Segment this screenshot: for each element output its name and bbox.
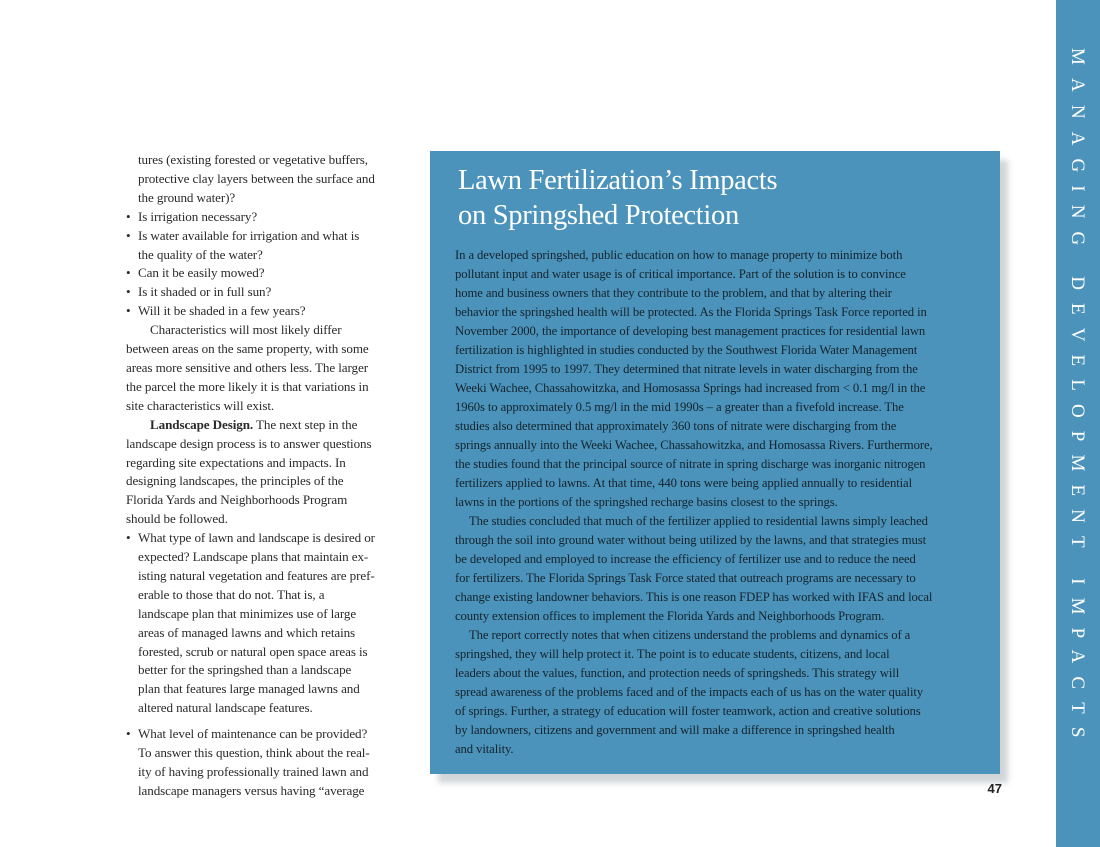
bullet-lawn-type: • What type of lawn and landscape is desired or expected? Landscape plans that maintain ex- isting natural vegetation and features are pref- erable to those that do not. That is, a landscape plan that minimizes use of large areas of managed lawns and which retains forested, scrub or natural open space areas is better for the springshed than a landscape plan that features large managed lawns and altered natural landscape features. bbox=[126, 529, 394, 718]
sidebar-title: Lawn Fertilization’s Impacts on Springshed Protection bbox=[458, 165, 778, 231]
bullet-irrigation: • Is irrigation necessary? bbox=[126, 208, 394, 227]
bullet-future-shade: • Will it be shaded in a few years? bbox=[126, 302, 394, 321]
sidebar-paragraph-3: The report correctly notes that when citizens understand the problems and dynamics of a springshed, they will help protect it. The point is to educate students, citizens, and local leaders about the values, function, and protection needs of springsheds. This strategy will spread awareness of the problems faced and of the impacts each of us has on the water quality of springs. Further, a strategy of education will foster teamwork, action and creative solutions by landowners, citizens and government and will make a difference in springshed health and vitality. bbox=[455, 628, 924, 756]
bullet-water-availability: • Is water available for irrigation and what is the quality of the water? bbox=[126, 227, 394, 265]
continued-text: tures (existing forested or vegetative buffers, protective clay layers between the surface and the ground water)? bbox=[138, 152, 375, 205]
left-column bbox=[126, 151, 394, 801]
sidebar-paragraph-1: In a developed springshed, public education on how to manage property to minimize both pollutant input and water usage is of critical importance. Part of the solution is to convince home and business owners that they contribute to the problem, and that by altering their behavior the springshed health will be protected. As the Florida Springs Task Force reported in November 2000, the importance of developing best management practices for residential lawn fertilization is highlighted in studies conducted by the Southwest Florida Water Management District from 1995 to 1997. They determined that nitrate levels in water discharging from the Weeki Wachee, Chassahowitzka, and Homosassa Springs had increased from < 0.1 mg/l in the 1960s to approximately 0.5 mg/l in the mid 1990s – a greater than a fivefold increase. The studies also determined that approximately 360 tons of nitrate were discharging from the springs annually into the Weeki Wachee, Chassahowitzka, and Homosassa Rivers. Furthermore, the studies found that the principal source of nitrate in spring discharge was inorganic nitrogen fertilizers applied to lawns. At that time, 440 tons were being applied annually to residential lawns in the portions of the springshed recharge basins closest to the springs. bbox=[455, 248, 933, 509]
paragraph-landscape-design: Landscape Design. The next step in the landscape design process is to answer questions regarding site expectations and impacts. In designing landscapes, the principles of the Florida Yards and Neighborhoods Program should be followed. bbox=[126, 416, 372, 527]
sidebar-body bbox=[455, 246, 982, 759]
side-tab-label: MANAGING DEVELOPMENT IMPACTS bbox=[1067, 48, 1088, 751]
sidebar-box bbox=[430, 151, 1000, 774]
page-number: 47 bbox=[987, 781, 1002, 796]
bullet-mowing: • Can it be easily mowed? bbox=[126, 264, 394, 283]
bullet-maintenance: • What level of maintenance can be provided? To answer this question, think about the real- ity of having professionally trained lawn and landscape managers versus having “average bbox=[126, 725, 394, 801]
bullet-shade: • Is it shaded or in full sun? bbox=[126, 283, 394, 302]
sidebar-paragraph-2: The studies concluded that much of the fertilizer applied to residential lawns simply leached through the soil into ground water without being utilized by the lawns, and that strategies must be developed and employed to increase the efficiency of fertilizer use and to reduce the need for fertilizers. The Florida Springs Task Force stated that outreach programs are necessary to change existing landowner behaviors. This is one reason FDEP has worked with IFAS and local county extension offices to implement the Florida Yards and Neighborhoods Program. bbox=[455, 514, 933, 623]
paragraph-characteristics: Characteristics will most likely differ between areas on the same property, with some areas more sensitive and others less. The larger the parcel the more likely it is that variations in site characteristics will exist. bbox=[126, 322, 369, 413]
landscape-design-heading: Landscape Design. bbox=[150, 416, 254, 432]
